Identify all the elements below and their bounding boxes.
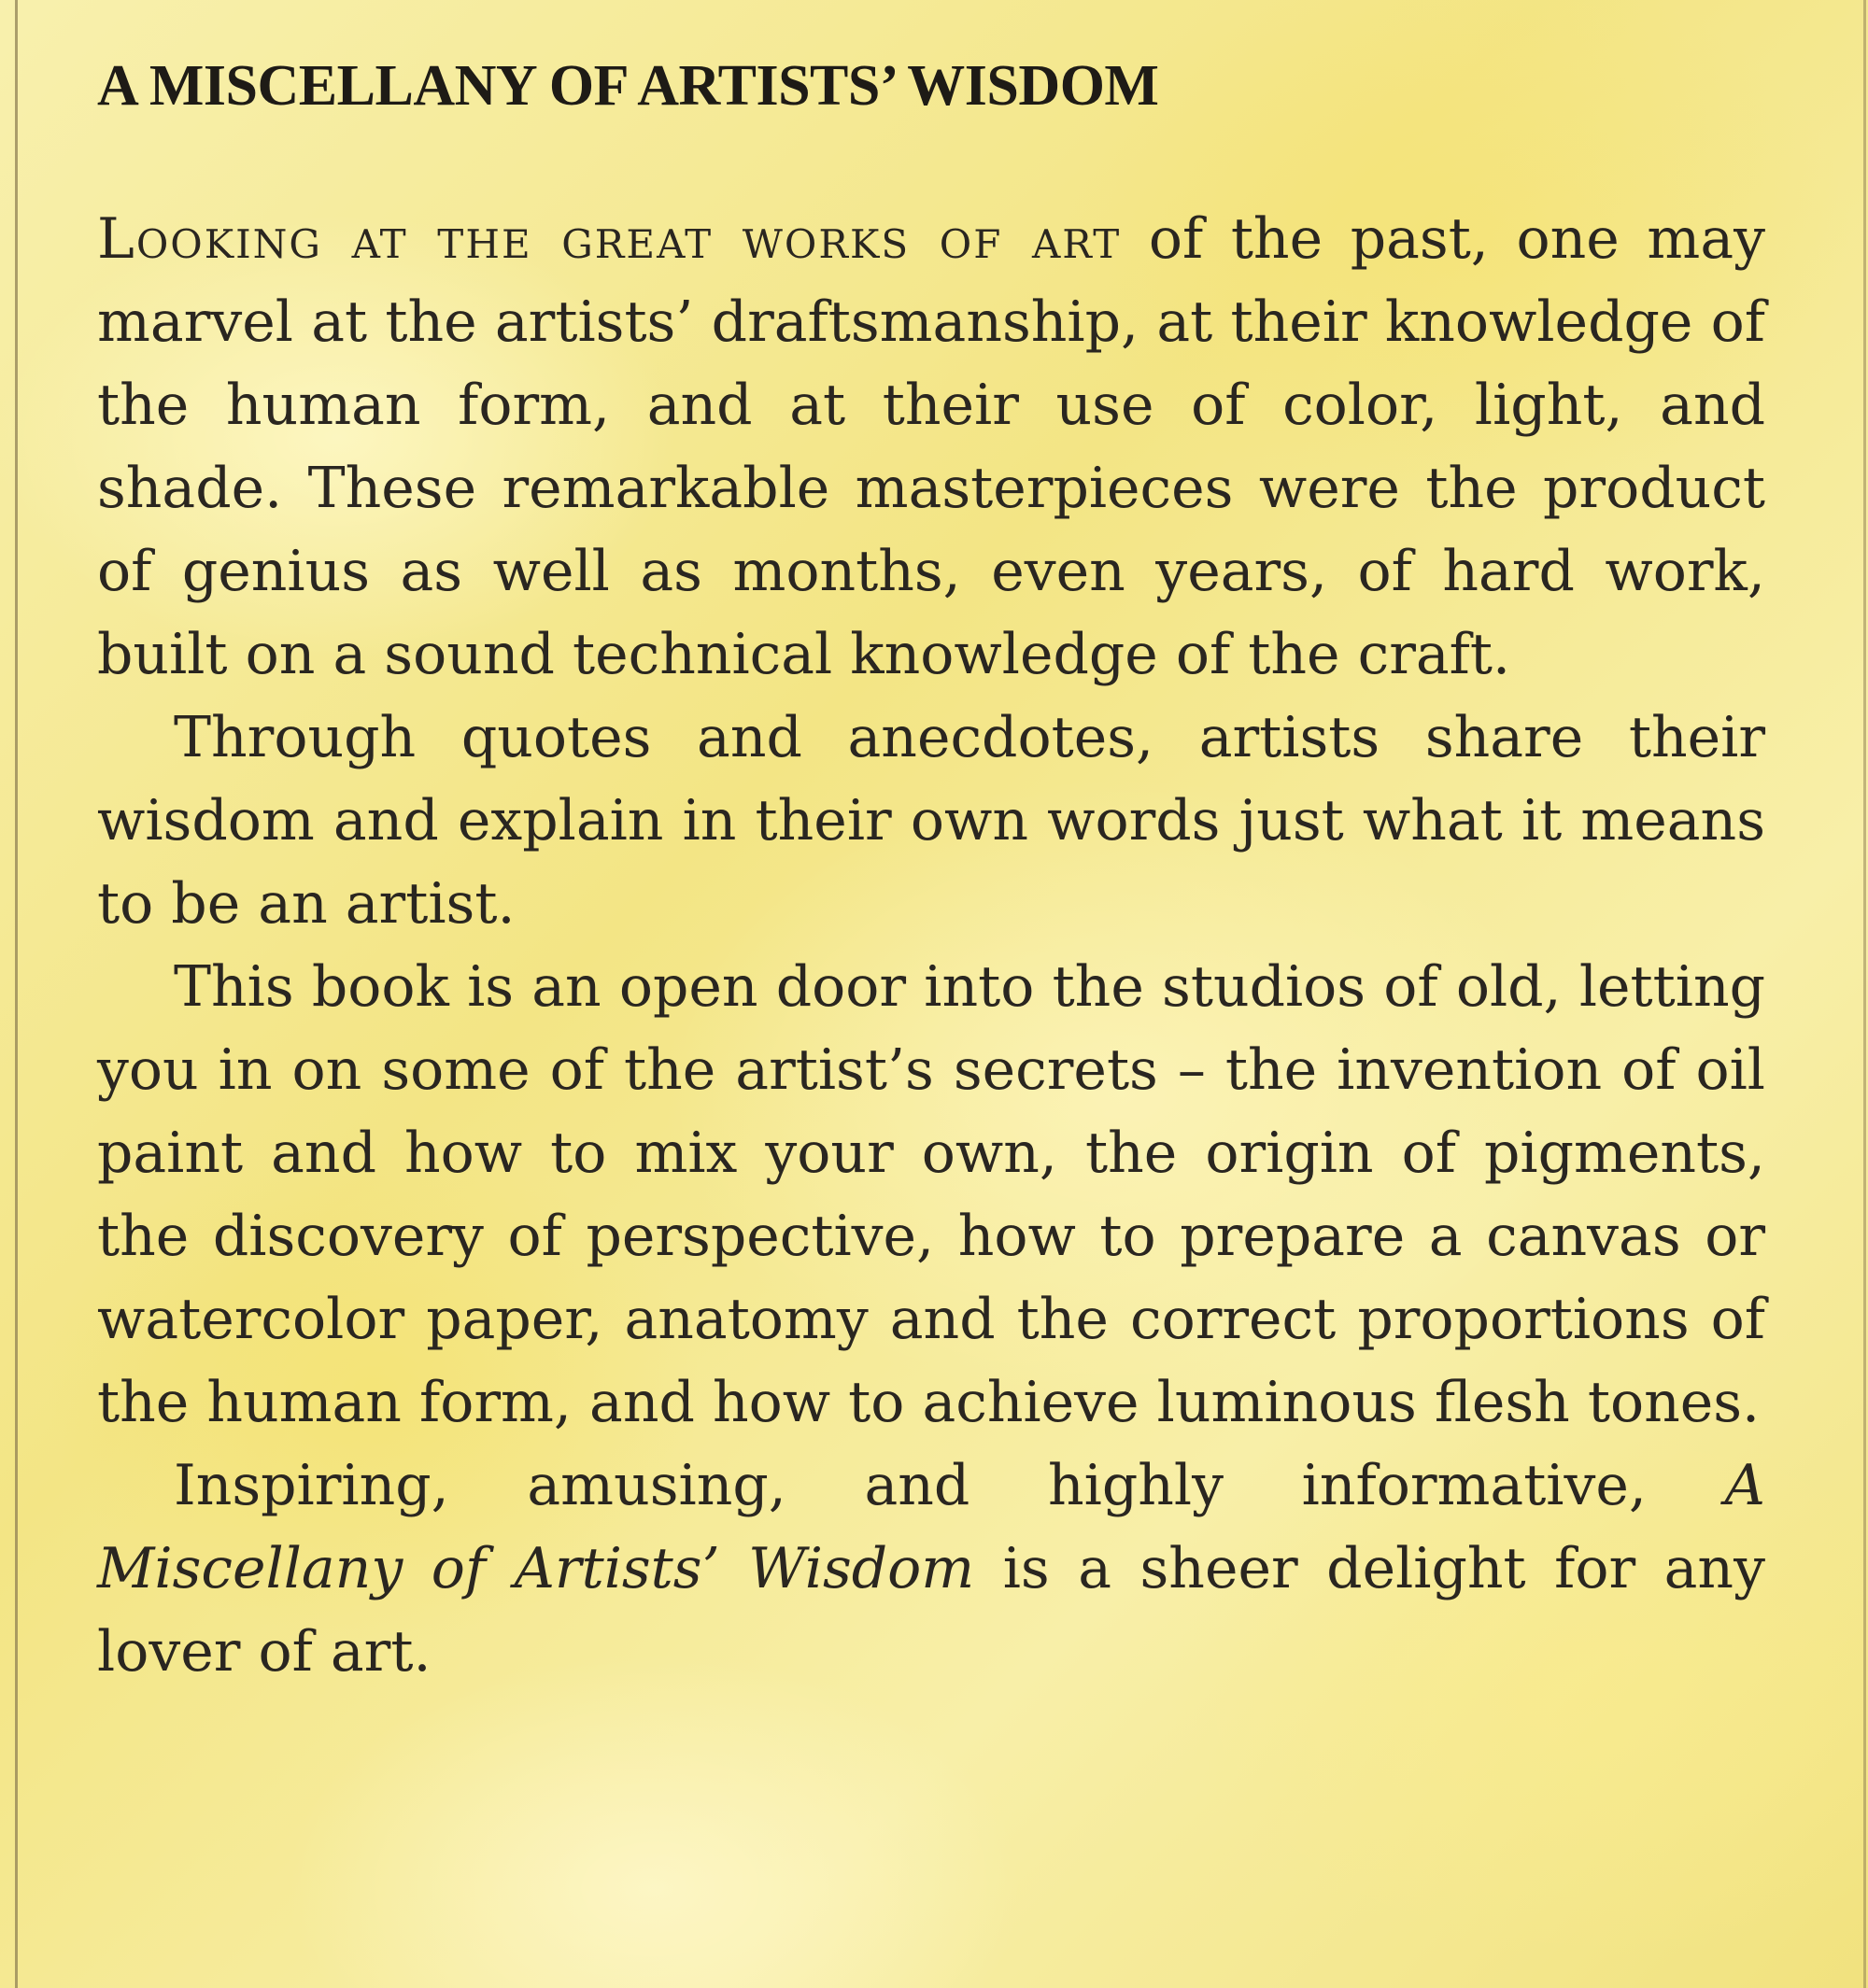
paragraph-2: Through quotes and anecdotes, artists share their wisdom and explain in their own words just what it means to be an artist.	[97, 705, 1765, 937]
right-border-rule	[1863, 0, 1866, 1988]
paragraph-1	[97, 198, 1765, 697]
paragraph-1-lead-in: Looking at the great works of art	[97, 206, 1122, 272]
paragraph-3: This book is an open door into the studios of old, letting you in on some of the artist’s secrets – the invention of oil paint and how to mix your own, the origin of pigments, the discovery of perspective, how to prepare a canvas or watercolor paper, anatomy and the correct proportions of the human form, and how to achieve luminous flesh tones.	[97, 954, 1765, 1435]
paragraph-4-lead: Inspiring, amusing, and highly informative,	[174, 1453, 1725, 1518]
paragraph-4-body: is a sheer delight for any lover of art.	[97, 1536, 1765, 1685]
paragraph-4	[97, 1445, 1765, 1694]
book-title-italic: A Miscellany of Artists’ Wisdom	[97, 1453, 1765, 1601]
page-title: A MISCELLANY OF ARTISTS’ WISDOM	[97, 54, 1159, 118]
left-border-rule	[15, 0, 18, 1988]
paragraph-1-body: of the past, one may marvel at the artists’ draftsmanship, at their knowledge of the human form, and at their use of color, light, and shade. These remarkable masterpieces were the product of genius as well as months, even years, of hard work, built on a sound technical knowledge of the craft.	[97, 206, 1765, 687]
blurb-text-block	[97, 49, 1765, 1694]
